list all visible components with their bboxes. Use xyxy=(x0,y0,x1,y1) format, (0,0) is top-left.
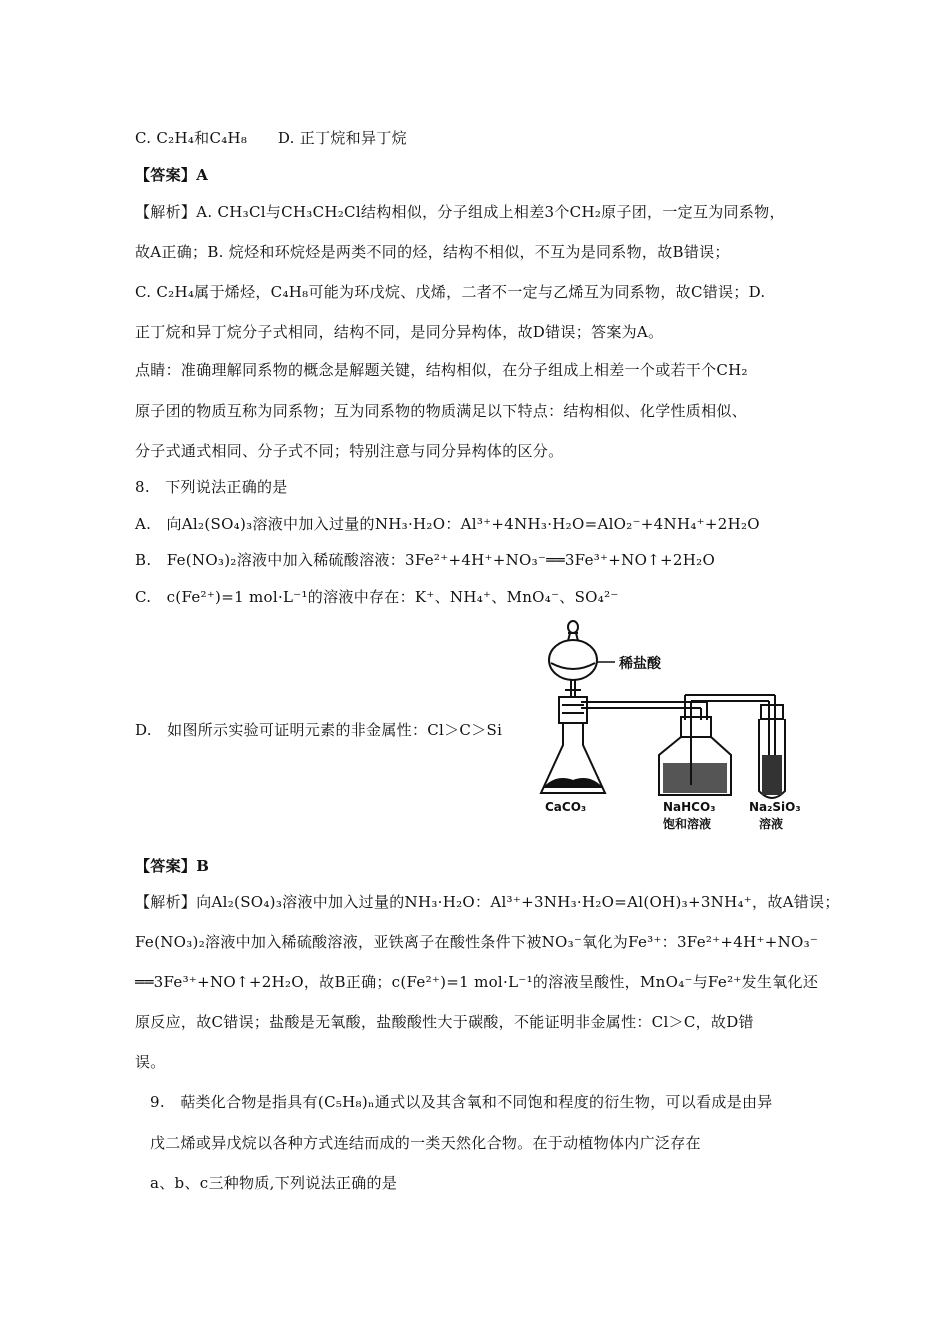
q8-option-a: A. 向Al₂(SO₄)₃溶液中加入过量的NH₃·H₂O：Al³⁺+4NH₃·H₂O=AlO₂⁻+4NH₄⁺+2H₂O xyxy=(135,515,760,533)
dilute-hcl-label: 稀盐酸 xyxy=(619,656,661,672)
q8-analysis-line: 误。 xyxy=(135,1053,166,1071)
q7-answer: 【答案】A xyxy=(135,166,209,184)
saturated-solution-label: 饱和溶液 xyxy=(663,817,712,831)
solution-label: 溶液 xyxy=(759,817,784,831)
q8-option-c: C. c(Fe²⁺)=1 mol·L⁻¹的溶液中存在：K⁺、NH₄⁺、MnO₄⁻、SO₄²⁻ xyxy=(135,588,619,606)
q7-options-cd: C. C₂H₄和C₄H₈ D. 正丁烷和异丁烷 xyxy=(135,129,407,147)
caco3-label: CaCO₃ xyxy=(545,800,587,814)
q8-option-b: B. Fe(NO₃)₂溶液中加入稀硫酸溶液：3Fe²⁺+4H⁺+NO₃⁻══3Fe³⁺+NO↑+2H₂O xyxy=(135,551,716,569)
q8-answer: 【答案】B xyxy=(135,857,210,875)
q7-note-line: 原子团的物质互称为同系物；互为同系物的物质满足以下特点：结构相似、化学性质相似、 xyxy=(135,402,748,420)
q7-analysis-line: 【解析】A. CH₃Cl与CH₃CH₂Cl结构相似，分子组成上相差3个CH₂原子团，一定互为同系物， xyxy=(135,203,785,221)
q8-analysis-line: ══3Fe³⁺+NO↑+2H₂O，故B正确；c(Fe²⁺)=1 mol·L⁻¹的溶液呈酸性，MnO₄⁻与Fe²⁺发生氧化还 xyxy=(135,973,819,991)
q9-line: 戊二烯或异戊烷以各种方式连结而成的一类天然化合物。在于动植物体内广泛存在 xyxy=(150,1134,701,1152)
q8-analysis-line: 【解析】向Al₂(SO₄)₃溶液中加入过量的NH₃·H₂O：Al³⁺+3NH₃·H₂O=Al(OH)₃+3NH₄⁺，故A错误； xyxy=(135,893,840,911)
q7-note-line: 分子式通式相同、分子式不同；特别注意与同分异构体的区分。 xyxy=(135,442,564,460)
q7-analysis-line: C. C₂H₄属于烯烃，C₄H₈可能为环戊烷、戊烯，二者不一定与乙烯互为同系物，故C错误；D. xyxy=(135,283,766,301)
q7-analysis-line: 正丁烷和异丁烷分子式相同，结构不同，是同分异构体，故D错误；答案为A。 xyxy=(135,323,664,341)
q9-line: a、b、c三种物质,下列说法正确的是 xyxy=(150,1174,398,1192)
q9-line: 9. 萜类化合物是指具有(C₅H₈)ₙ通式以及其含氧和不同饱和程度的衍生物，可以看成是由异 xyxy=(150,1093,773,1111)
q8-stem: 8. 下列说法正确的是 xyxy=(135,478,288,496)
nahco3-label: NaHCO₃ xyxy=(663,800,716,814)
na2sio3-label: Na₂SiO₃ xyxy=(749,800,801,814)
q7-analysis-line: 故A正确；B. 烷烃和环烷烃是两类不同的烃，结构不相似，不互为是同系物，故B错误； xyxy=(135,243,730,261)
experiment-apparatus-diagram xyxy=(535,615,815,835)
q8-analysis-line: Fe(NO₃)₂溶液中加入稀硫酸溶液，亚铁离子在酸性条件下被NO₃⁻氧化为Fe³⁺：3Fe²⁺+4H⁺+NO₃⁻ xyxy=(135,933,819,951)
q7-note-line: 点睛：准确理解同系物的概念是解题关键，结构相似，在分子组成上相差一个或若干个CH₂ xyxy=(135,361,748,379)
q8-option-d: D. 如图所示实验可证明元素的非金属性：Cl＞C＞Si xyxy=(135,721,503,739)
q8-analysis-line: 原反应，故C错误；盐酸是无氧酸，盐酸酸性大于碳酸，不能证明非金属性：Cl＞C，故D错 xyxy=(135,1013,754,1031)
